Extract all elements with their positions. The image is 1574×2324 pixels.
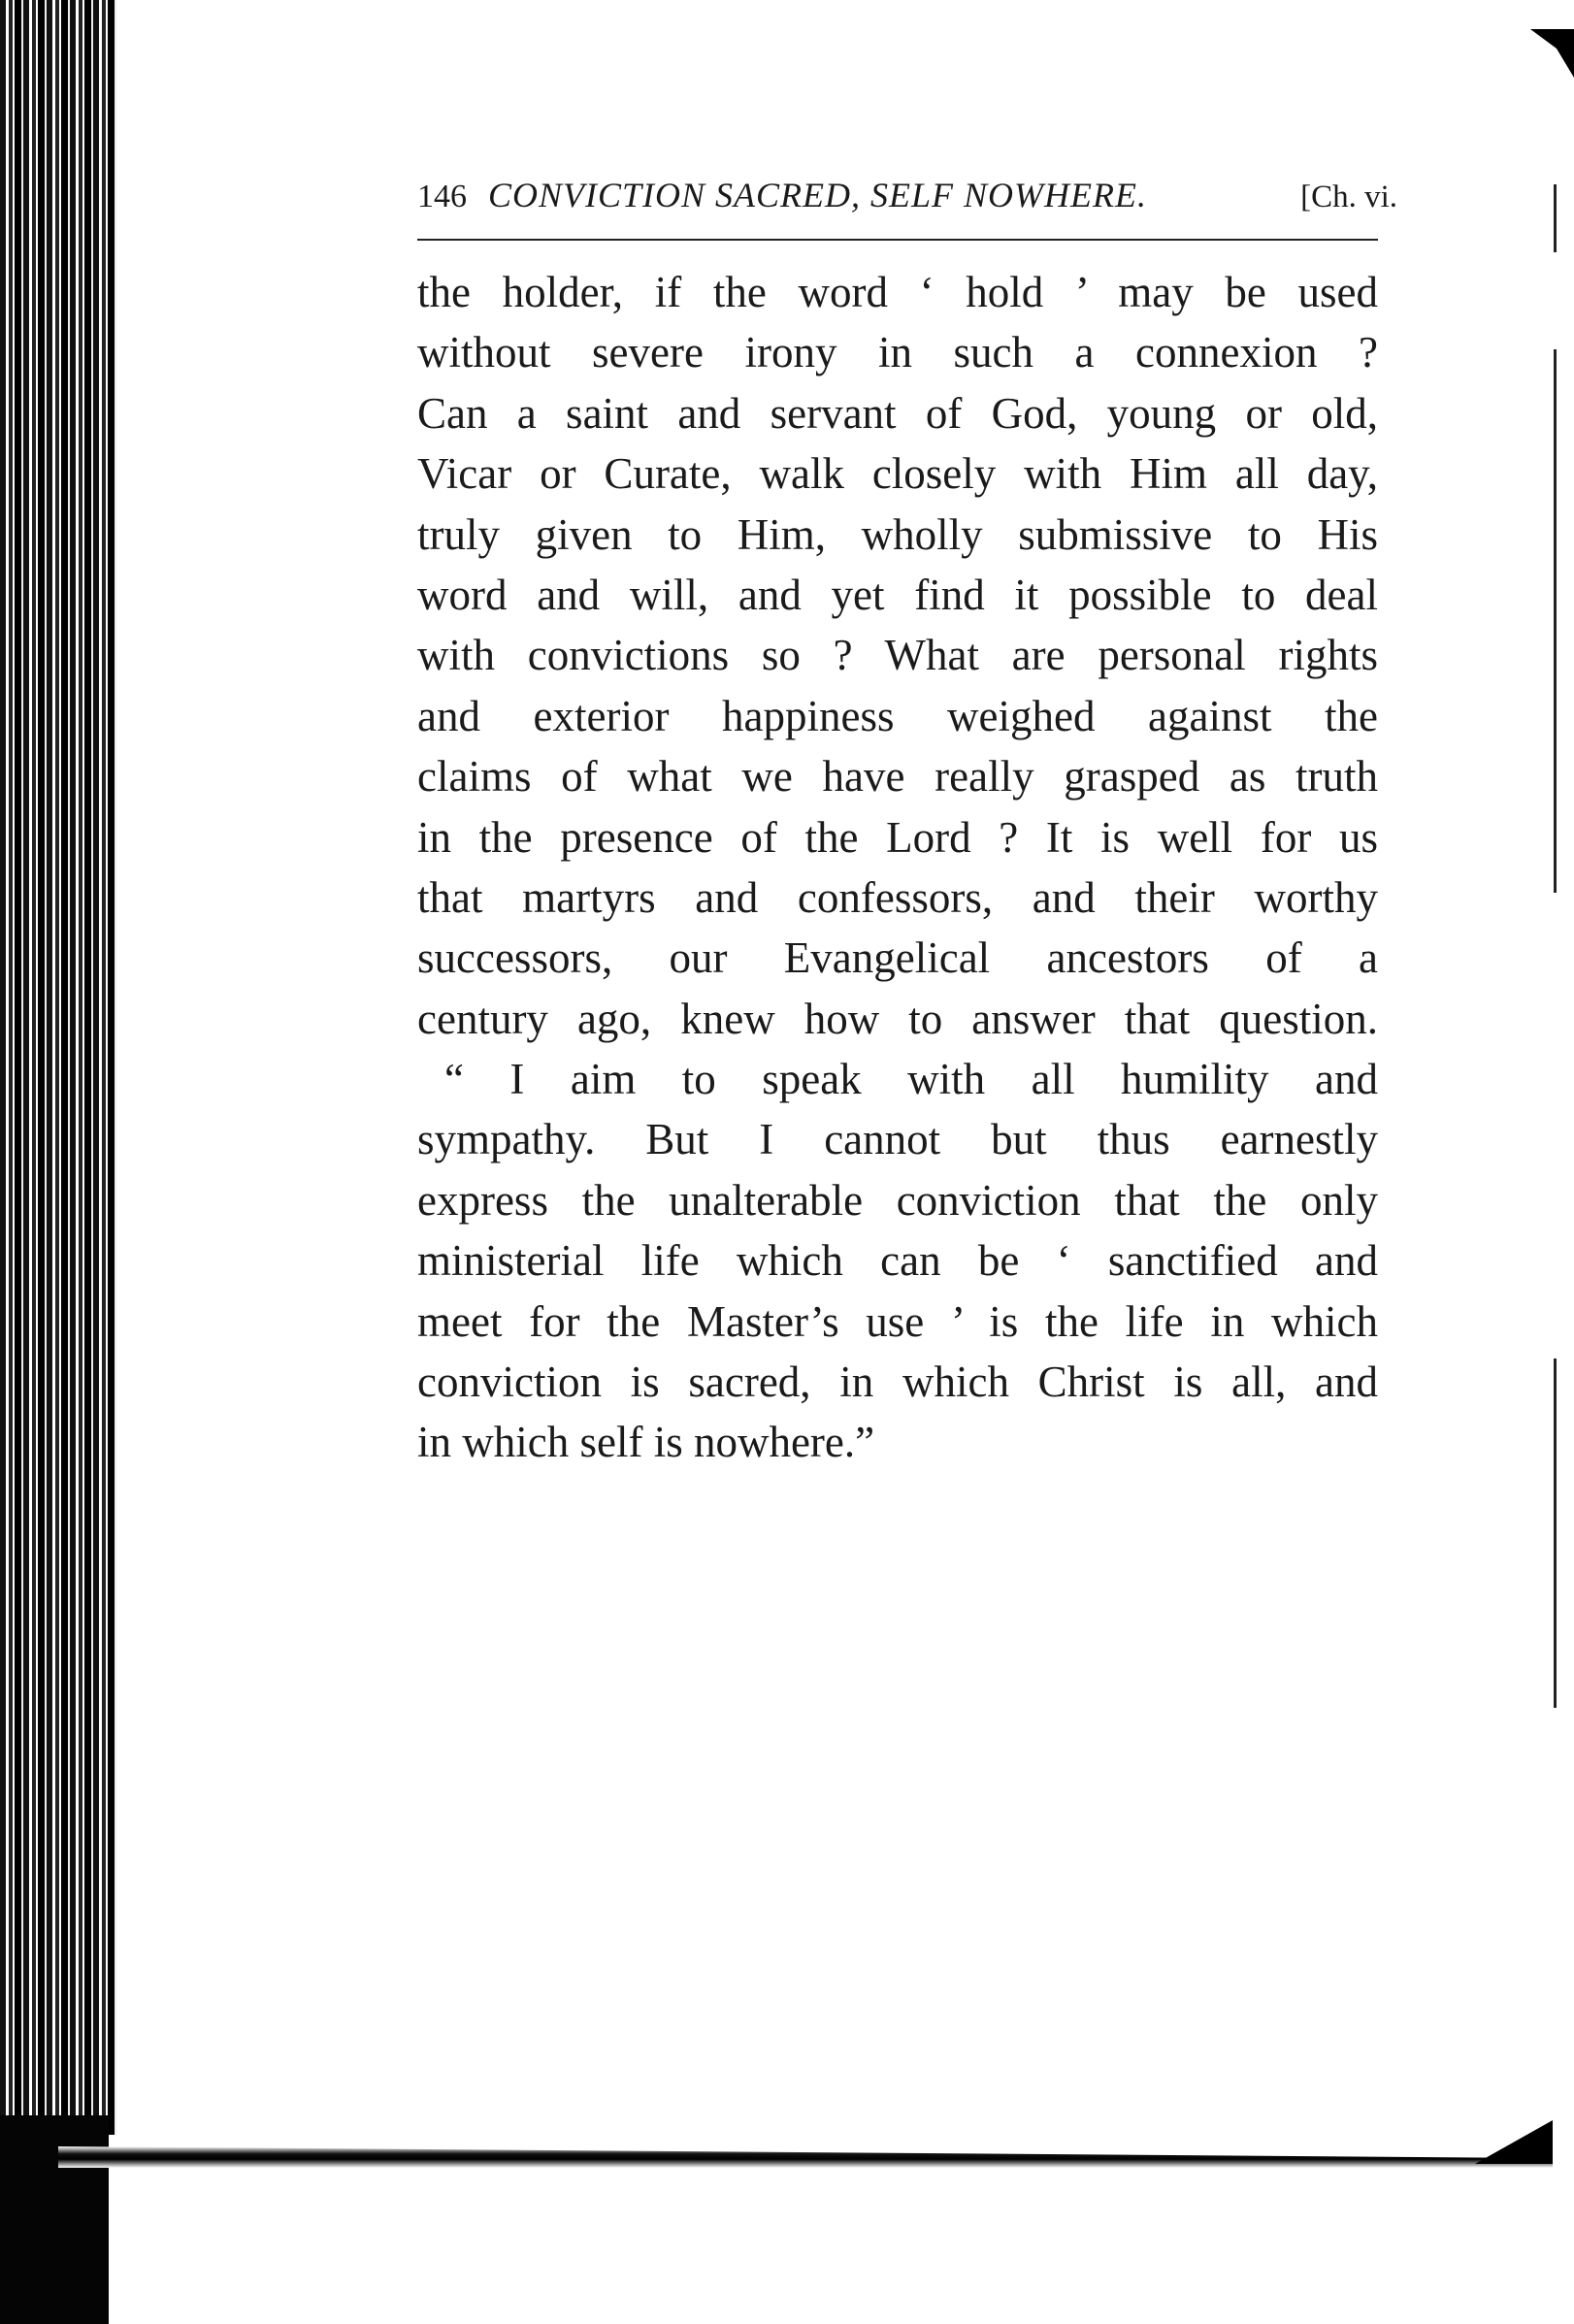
- text-line: conviction is sacred, in which Christ is all, and: [417, 1358, 1378, 1407]
- text-line: Vicar or Curate, walk closely with Him all day,: [417, 449, 1378, 499]
- running-head: [417, 175, 1397, 229]
- text-line: century ago, knew how to answer that question.: [417, 994, 1378, 1043]
- text-line: without severe irony in such a connexion ?: [417, 328, 1378, 377]
- text-line: in which self is nowhere.”: [417, 1418, 875, 1467]
- text-line: meet for the Master’s use ’ is the life in which: [417, 1296, 1378, 1346]
- scan-edge-line: [1554, 349, 1557, 893]
- body-text: [417, 262, 1378, 1473]
- page-number: 146: [417, 179, 467, 214]
- scan-corner-mark: [1530, 29, 1574, 78]
- scan-bottom-shadow-tail: [1475, 2120, 1553, 2164]
- text-line: and exterior happiness weighed against the: [417, 691, 1378, 740]
- book-page: [417, 175, 1397, 1473]
- text-line: word and will, and yet find it possible to deal: [417, 570, 1378, 619]
- text-line: Can a saint and servant of God, young or old,: [417, 388, 1378, 438]
- scan-edge-line: [1554, 184, 1557, 252]
- header-rule: [417, 239, 1378, 241]
- text-line: truly given to Him, wholly submissive to His: [417, 509, 1378, 559]
- text-line: that martyrs and confessors, and their worthy: [417, 872, 1378, 922]
- chapter-label: [Ch. vi.: [1300, 180, 1397, 214]
- scan-edge-line: [1554, 1358, 1557, 1708]
- text-line: claims of what we have really grasped as truth: [417, 752, 1378, 802]
- scan-bottom-shadow: [58, 2146, 1553, 2168]
- text-line: the holder, if the word ‘ hold ’ may be used: [417, 268, 1378, 316]
- text-line: express the unalterable conviction that the only: [417, 1175, 1378, 1225]
- text-line: ministerial life which can be ‘ sanctified and: [417, 1236, 1378, 1286]
- text-line: “ I aim to speak with all humility and: [444, 1055, 1378, 1104]
- text-line: successors, our Evangelical ancestors of a: [417, 933, 1378, 983]
- binding-stripes: [0, 0, 116, 2135]
- running-title: CONVICTION SACRED, SELF NOWHERE.: [488, 176, 1147, 214]
- text-line: in the presence of the Lord ? It is well for us: [417, 812, 1378, 862]
- scan-binding-artifact: [0, 0, 116, 2324]
- binding-shadow: [0, 2115, 109, 2324]
- text-line: with convictions so ? What are personal rights: [417, 631, 1378, 680]
- text-line: sympathy. But I cannot but thus earnestly: [417, 1115, 1378, 1164]
